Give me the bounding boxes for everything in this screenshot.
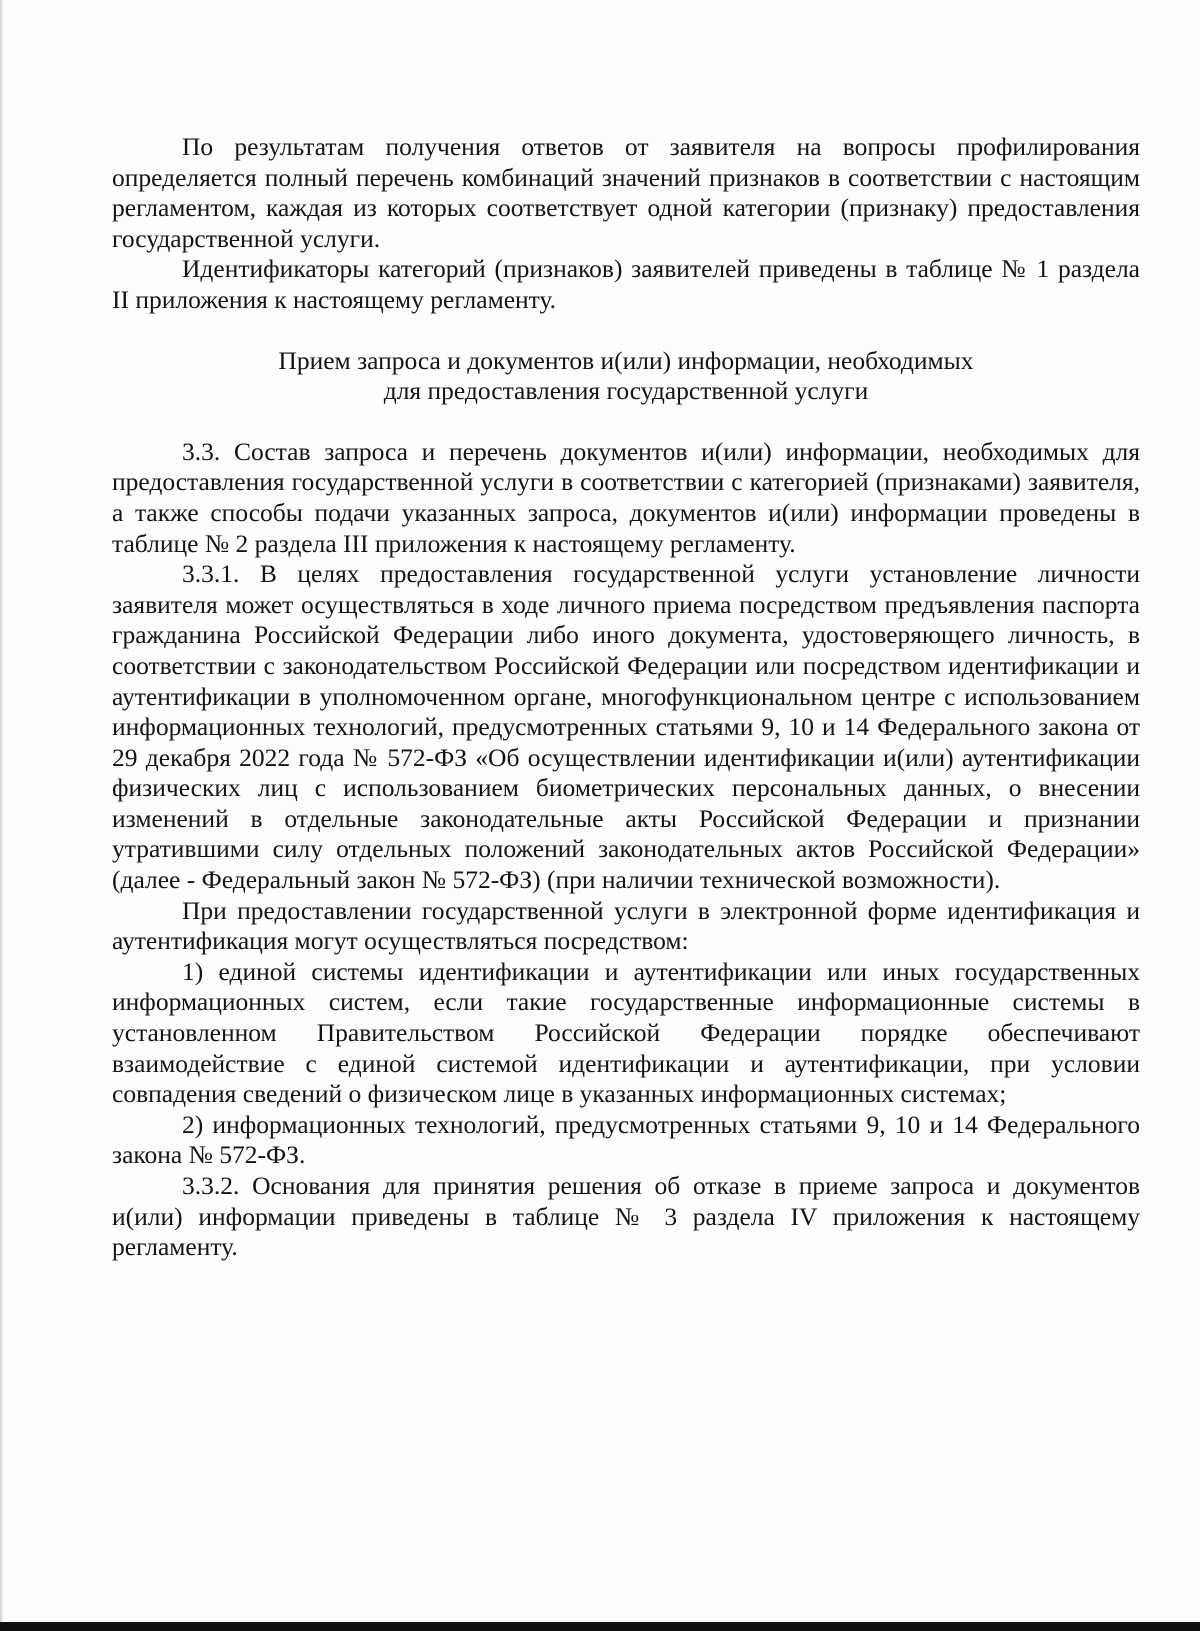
paragraph-3-3-2: 3.3.2. Основания для принятия решения об отказе в приеме запроса и документов и(или) информации приведены в таблице № 3 раздела IV приложения к настоящему регламенту.: [112, 1171, 1140, 1262]
section-heading: [112, 346, 1140, 407]
section-heading-line2: для предоставления государственной услуги: [383, 376, 869, 406]
list-item-1: 1) единой системы идентификации и аутентификации или иных государственных информационных систем, если такие государственные информационные системы в установленном Правительством Российской Федерации порядке обеспечивают взаимодействие с единой системой идентификации и аутентификации, при условии совпадения сведений о физическом лице в указанных информационных системах;: [112, 956, 1140, 1109]
paragraph-electronic-form: При предоставлении государственной услуги в электронной форме идентификация и аутентификация могут осуществляться посредством:: [112, 895, 1140, 956]
paragraph-profiling: По результатам получения ответов от заявителя на вопросы профилирования определяется полный перечень комбинаций значений признаков в соответствии с настоящим регламентом, каждая из которых соответствует одной категории (признаку) предоставления государственной услуги.: [112, 132, 1140, 253]
paragraph-identifiers: Идентификаторы категорий (признаков) заявителей приведены в таблице № 1 раздела II приложения к настоящему регламенту.: [112, 254, 1140, 314]
scan-left-edge: [0, 0, 3, 1631]
section-heading-line1: Прием запроса и документов и(или) информации, необходимых: [278, 345, 974, 375]
list-item-2: 2) информационных технологий, предусмотренных статьями 9, 10 и 14 Федерального закона № 572-ФЗ.: [112, 1109, 1140, 1170]
scan-bottom-edge: [0, 1622, 1200, 1631]
document-body: [112, 132, 1140, 1263]
paragraph-3-3: 3.3. Состав запроса и перечень документов и(или) информации, необходимых для предоставления государственной услуги в соответствии с категорией (признаками) заявителя, а также способы подачи указанных запроса, документов и(или) информации проведены в таблице № 2 раздела III приложения к настоящему регламенту.: [112, 436, 1140, 558]
paragraph-3-3-1: 3.3.1. В целях предоставления государственной услуги установление личности заявителя может осуществляться в ходе личного приема посредством предъявления паспорта гражданина Российской Федерации либо иного документа, удостоверяющего личность, в соответствии с законодательством Российской Федерации или посредством идентификации и аутентификации в уполномоченном органе, многофункциональном центре с использованием информационных технологий, предусмотренных статьями 9, 10 и 14 Федерального закона от 29 декабря 2022 года № 572-ФЗ «Об осуществлении идентификации и(или) аутентификации физических лиц с использованием биометрических персональных данных, о внесении изменений в отдельные законодательные акты Российской Федерации и признании утратившими силу отдельных положений законодательных актов Российской Федерации» (далее - Федеральный закон № 572-ФЗ) (при наличии технической возможности).: [112, 559, 1140, 895]
